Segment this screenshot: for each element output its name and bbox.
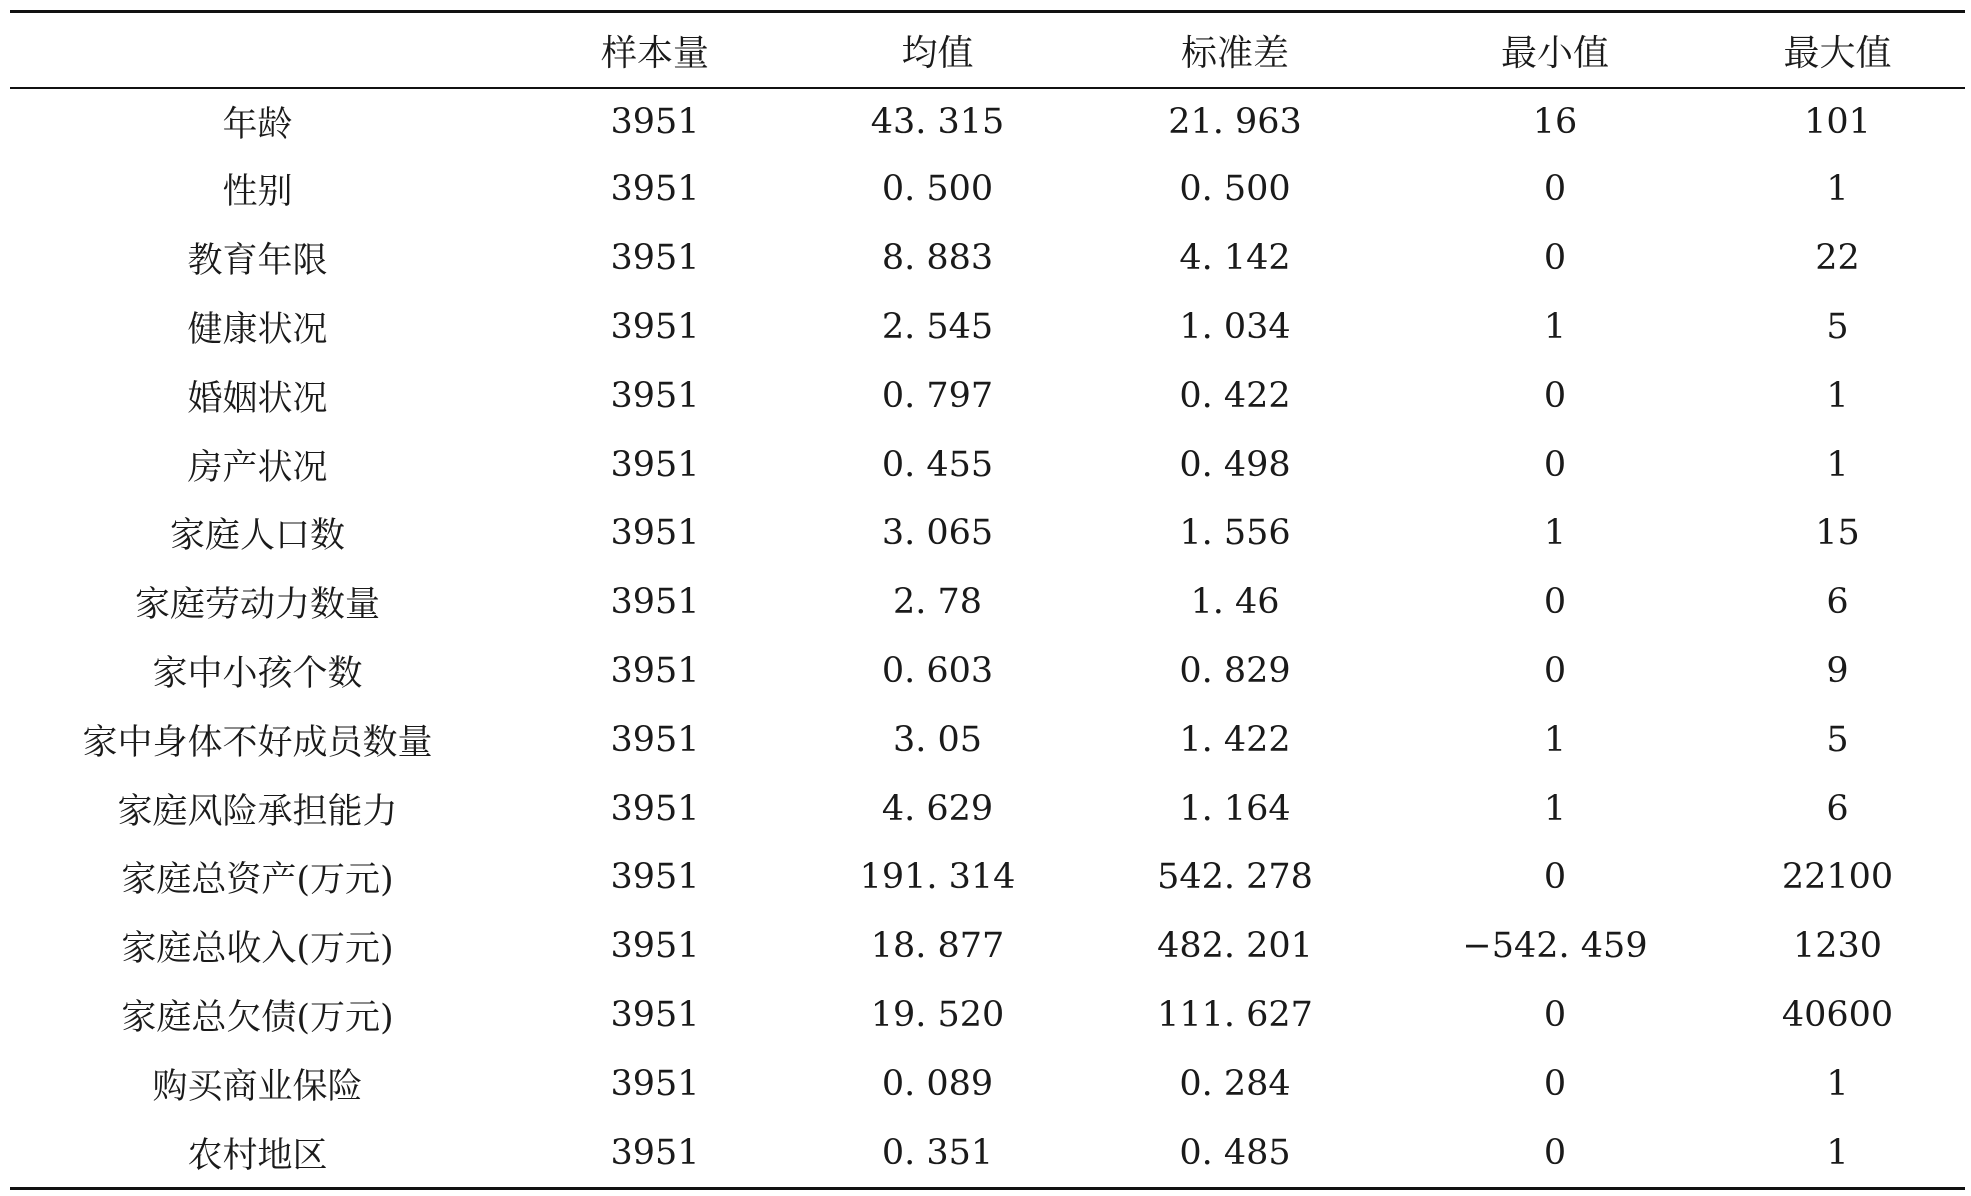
- cell-variable: 购买商业保险: [152, 1066, 363, 1107]
- cell-mean: 0. 603: [881, 650, 994, 691]
- cell-min: 0: [1543, 650, 1567, 691]
- cell-min: 1: [1543, 719, 1567, 760]
- cell-mean: 19. 520: [870, 994, 1005, 1035]
- cell-variable: 家庭总欠债(万元): [121, 997, 394, 1038]
- cell-variable: 性别: [222, 172, 293, 213]
- cell-std-dev: 542. 278: [1157, 857, 1313, 898]
- cell-variable: 家庭风险承担能力: [117, 791, 398, 832]
- cell-mean: 8. 883: [881, 238, 994, 279]
- table-row: [10, 637, 1965, 706]
- cell-variable: 家庭人口数: [169, 516, 345, 557]
- cell-max: 1: [1826, 375, 1849, 416]
- cell-sample-size: 3951: [610, 102, 700, 142]
- cell-variable: 年龄: [222, 105, 293, 145]
- header-variable: [10, 12, 505, 89]
- descriptive-statistics-table-container: [10, 10, 1965, 1190]
- cell-mean: 0. 797: [881, 375, 994, 416]
- cell-std-dev: 0. 829: [1179, 650, 1291, 691]
- cell-sample-size: 3951: [610, 375, 700, 416]
- cell-min: 0: [1543, 375, 1567, 416]
- cell-min: 0: [1543, 582, 1567, 623]
- descriptive-statistics-table: [10, 10, 1965, 1190]
- cell-std-dev: 0. 500: [1179, 169, 1291, 210]
- table-row: [10, 981, 1965, 1050]
- table-row: [10, 1118, 1965, 1188]
- table-row: [10, 499, 1965, 568]
- cell-max: 1230: [1792, 926, 1883, 967]
- cell-std-dev: 21. 963: [1168, 102, 1302, 142]
- cell-min: −542. 459: [1462, 926, 1648, 967]
- cell-mean: 43. 315: [870, 102, 1005, 142]
- cell-min: 0: [1543, 444, 1567, 485]
- cell-variable: 教育年限: [187, 241, 328, 282]
- cell-std-dev: 111. 627: [1157, 994, 1313, 1035]
- cell-std-dev: 0. 284: [1179, 1063, 1291, 1104]
- cell-sample-size: 3951: [610, 926, 700, 967]
- table-row: [10, 224, 1965, 293]
- cell-min: 1: [1543, 513, 1567, 554]
- table-header: [10, 12, 1965, 89]
- cell-sample-size: 3951: [610, 1132, 700, 1173]
- cell-max: 22100: [1781, 857, 1894, 898]
- cell-mean: 3. 05: [892, 719, 983, 760]
- cell-mean: 0. 500: [881, 169, 994, 210]
- cell-variable: 婚姻状况: [187, 378, 328, 419]
- cell-max: 6: [1826, 582, 1849, 623]
- cell-mean: 4. 629: [881, 788, 994, 829]
- cell-min: 1: [1543, 788, 1567, 829]
- cell-sample-size: 3951: [610, 306, 700, 347]
- cell-mean: 0. 089: [881, 1063, 994, 1104]
- cell-mean: 3. 065: [881, 513, 994, 554]
- cell-variable: 家庭总收入(万元): [121, 929, 394, 970]
- cell-sample-size: 3951: [610, 238, 700, 279]
- cell-min: 0: [1543, 1063, 1567, 1104]
- table-row: [10, 912, 1965, 981]
- cell-sample-size: 3951: [610, 513, 700, 554]
- header-mean: 均值: [901, 32, 974, 74]
- cell-std-dev: 1. 422: [1179, 719, 1291, 760]
- cell-std-dev: 4. 142: [1179, 238, 1291, 279]
- cell-variable: 农村地区: [187, 1135, 328, 1176]
- cell-variable: 健康状况: [187, 309, 328, 350]
- cell-min: 1: [1543, 306, 1567, 347]
- cell-min: 0: [1543, 994, 1567, 1035]
- cell-std-dev: 0. 498: [1179, 444, 1291, 485]
- cell-variable: 家中小孩个数: [152, 653, 363, 694]
- cell-max: 9: [1826, 650, 1849, 691]
- cell-std-dev: 0. 422: [1179, 375, 1291, 416]
- table-body: [10, 88, 1965, 1188]
- cell-mean: 2. 78: [892, 582, 983, 623]
- table-row: [10, 568, 1965, 637]
- cell-max: 5: [1826, 719, 1849, 760]
- table-row: [10, 361, 1965, 430]
- header-max: 最大值: [1783, 32, 1892, 74]
- cell-std-dev: 1. 164: [1179, 788, 1291, 829]
- cell-sample-size: 3951: [610, 719, 700, 760]
- cell-max: 1: [1826, 1132, 1849, 1173]
- cell-sample-size: 3951: [610, 650, 700, 691]
- cell-std-dev: 1. 46: [1190, 582, 1280, 623]
- cell-variable: 房产状况: [187, 447, 328, 488]
- table-row: [10, 293, 1965, 362]
- cell-mean: 191. 314: [859, 857, 1016, 898]
- table-row: [10, 1049, 1965, 1118]
- cell-variable: 家庭总资产(万元): [121, 860, 394, 901]
- cell-min: 0: [1543, 238, 1567, 279]
- cell-std-dev: 1. 034: [1179, 306, 1291, 347]
- table-row: [10, 430, 1965, 499]
- cell-max: 1: [1826, 169, 1849, 210]
- cell-std-dev: 482. 201: [1157, 926, 1313, 967]
- cell-max: 101: [1804, 102, 1871, 142]
- cell-max: 1: [1826, 444, 1849, 485]
- cell-sample-size: 3951: [610, 444, 700, 485]
- table-row: [10, 88, 1965, 155]
- cell-sample-size: 3951: [610, 1063, 700, 1104]
- header-min: 最小值: [1500, 32, 1609, 74]
- cell-max: 5: [1826, 306, 1849, 347]
- cell-variable: 家中身体不好成员数量: [82, 722, 433, 763]
- cell-mean: 18. 877: [870, 926, 1005, 967]
- cell-sample-size: 3951: [610, 994, 700, 1035]
- table-row: [10, 843, 1965, 912]
- table-row: [10, 155, 1965, 224]
- cell-sample-size: 3951: [610, 788, 700, 829]
- cell-sample-size: 3951: [610, 169, 700, 210]
- cell-sample-size: 3951: [610, 582, 700, 623]
- cell-mean: 0. 351: [881, 1132, 994, 1173]
- cell-max: 6: [1826, 788, 1849, 829]
- cell-min: 0: [1543, 857, 1567, 898]
- cell-sample-size: 3951: [610, 857, 700, 898]
- table-row: [10, 705, 1965, 774]
- cell-max: 40600: [1781, 994, 1894, 1035]
- cell-variable: 家庭劳动力数量: [134, 585, 380, 626]
- cell-min: 0: [1543, 169, 1567, 210]
- cell-min: 16: [1532, 102, 1578, 142]
- cell-max: 15: [1815, 513, 1860, 554]
- header-row: [10, 12, 1965, 89]
- table-row: [10, 774, 1965, 843]
- cell-mean: 0. 455: [881, 444, 994, 485]
- cell-std-dev: 1. 556: [1179, 513, 1291, 554]
- cell-mean: 2. 545: [881, 306, 994, 347]
- cell-std-dev: 0. 485: [1179, 1132, 1291, 1173]
- header-std-dev: 标准差: [1180, 32, 1289, 74]
- cell-max: 22: [1815, 238, 1860, 279]
- cell-min: 0: [1543, 1132, 1567, 1173]
- header-sample-size: 样本量: [600, 32, 709, 74]
- cell-max: 1: [1826, 1063, 1849, 1104]
